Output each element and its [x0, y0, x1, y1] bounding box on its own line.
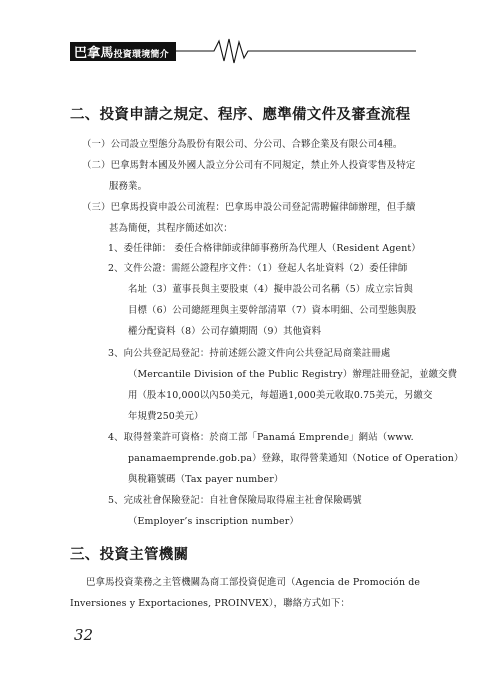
- list-item-line: 名址（3）董事長與主要股東（4）擬申設公司名稱（5）成立宗旨與: [128, 284, 414, 295]
- paragraph-line: （二）巴拿馬對本國及外國人設立分公司有不同規定，禁止外人投資零售及特定: [82, 160, 416, 171]
- section-title-investment-procedures: 二、投資申請之規定、程序、應準備文件及審查流程: [70, 106, 411, 123]
- paragraph-line: Inversiones y Exportaciones, PROINVEX），聯絡方式如下：: [70, 598, 350, 609]
- list-item-line: 2、文件公證：需經公證程序文件：（1）登起人名址資料（2）委任律師: [108, 263, 408, 274]
- list-item-line: 1、委任律師： 委任合格律師或律師事務所為代理人（Resident Agent）: [108, 243, 421, 254]
- section-title-investment-authority: 三、投資主管機關: [70, 546, 189, 563]
- paragraph-line: 甚為簡便，其程序簡述如次：: [109, 223, 233, 234]
- paragraph-line: （一）公司設立型態分為股份有限公司、分公司、合夥企業及有限公司4種。: [82, 139, 403, 150]
- header-title-small: 投資環境簡介: [113, 50, 169, 60]
- list-item-line: （Employer’s inscription number）: [128, 516, 299, 527]
- header-title-large: 巴拿馬: [74, 46, 114, 61]
- list-item-line: 3、向公共登記局登記：持前述經公證文件向公共登記局商業註冊處: [108, 348, 391, 359]
- list-item-line: （Mercantile Division of the Public Registry）辦理註冊登記，並繳交費: [128, 369, 458, 380]
- paragraph-line: 服務業。: [109, 181, 148, 192]
- list-item-line: 權分配資料（8）公司存續期間（9）其他資料: [128, 326, 322, 337]
- list-item-line: 用（股本10,000以內50美元，每超過1,000美元收取0.75美元，另繳交: [128, 390, 433, 401]
- page-number: 32: [74, 626, 94, 644]
- list-item-line: panamaemprende.gob.pa）登錄，取得營業通知（Notice of Operation）: [128, 453, 464, 464]
- list-item-line: 4、取得營業許可資格：於商工部「Panamá Emprende」網站（www.: [108, 432, 414, 443]
- paragraph-line: 巴拿馬投資業務之主管機關為商工部投資促進司（Agencia de Promoción de: [86, 577, 421, 588]
- list-item-line: 5、完成社會保險登記：自社會保險局取得雇主社會保險碼號: [108, 495, 362, 506]
- paragraph-line: （三）巴拿馬投資申設公司流程：巴拿馬申設公司登記需聘僱律師辦理，但手續: [82, 202, 416, 213]
- running-header: [74, 42, 169, 61]
- list-item-line: 與稅籍號碼（Tax payer number）: [128, 474, 284, 485]
- list-item-line: 目標（6）公司總經理與主要幹部清單（7）資本明細、公司型態與股: [128, 305, 417, 316]
- list-item-line: 年規費250美元）: [128, 411, 204, 422]
- heartbeat-line-decoration: [176, 36, 416, 66]
